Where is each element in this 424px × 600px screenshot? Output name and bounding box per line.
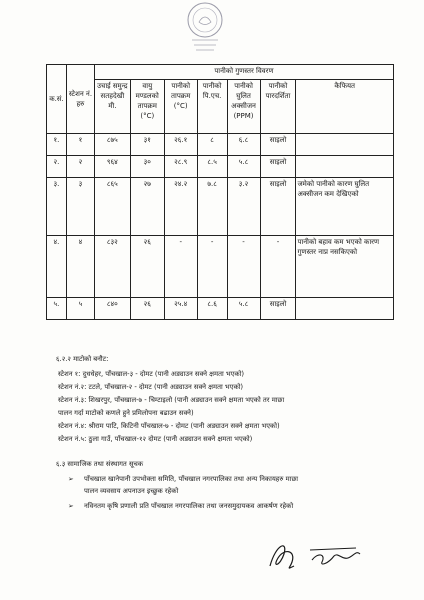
cell-station: २ <box>66 156 94 178</box>
cell-ph: ८ <box>197 134 227 156</box>
cell-remarks: पानीको बहाव कम भएको कारण गुणस्तर नाप्न नसकिएको <box>296 236 394 298</box>
cell-remarks: जमेको पानीको कारण घुलित अक्सीजन कम देखिएको <box>296 178 394 236</box>
cell-altitude: ८७५ <box>94 134 130 156</box>
table-row <box>47 298 394 320</box>
cell-air-temp: ३१ <box>130 134 164 156</box>
soil-line: स्टेशन नं.२: टटले, पाँचखाल-२ - दोमट (पानी अड्याउन सक्ने क्षमता भएको) <box>58 383 244 391</box>
table-row <box>47 134 394 156</box>
cell-transparency: साइलो <box>260 298 296 320</box>
soil-line: स्टेशन नं.४: श्रीराम पाटि, किटिनी पाँचखाल-७ - दोमट (पानी अड्याउन सक्ने क्षमता भएको) <box>58 422 280 430</box>
cell-altitude: ८६५ <box>94 178 130 236</box>
cell-remarks <box>296 298 394 320</box>
cell-air-temp: ३० <box>130 156 164 178</box>
cell-air-temp: २६ <box>130 298 164 320</box>
soil-line: स्टेशन १: दुधधेहर, पाँचखाल-३ - दोमट (पानी अड्याउन सक्ने क्षमता भएको) <box>58 370 245 378</box>
bullet-arrow-icon: ➢ <box>68 502 74 510</box>
cell-station: ५ <box>66 298 94 320</box>
cell-sn: ४. <box>47 236 67 298</box>
table-group-header-row <box>47 65 394 80</box>
table-row <box>47 156 394 178</box>
col-header-station: स्टेशन नं. हरु <box>66 65 94 134</box>
cell-ph: ८.५ <box>197 156 227 178</box>
col-header-remarks: कैफियत <box>296 80 394 134</box>
cell-transparency: साइलो <box>260 156 296 178</box>
cell-do: ५.८ <box>227 298 260 320</box>
cell-altitude: ८३२ <box>94 236 130 298</box>
cell-sn: २. <box>47 156 67 178</box>
social-bullet-line: नविनतम कृषि प्रणाली प्रति पाँचखाल नगरपालिका तथा जनसमुदायकव आकर्षण रहेको <box>84 502 294 510</box>
soil-section-heading: ६.२.२ माटोको बनौट: <box>56 355 109 363</box>
table-row <box>47 178 394 236</box>
cell-air-temp: २६ <box>130 236 164 298</box>
cell-transparency: साइलो <box>260 178 296 236</box>
cell-water-temp: २८.९ <box>164 156 197 178</box>
cell-ph: ७.८ <box>197 178 227 236</box>
social-bullet-line: पालन व्यवसाय अपनाउन इच्छुक रहेको <box>84 487 179 495</box>
col-header-altitude: उचाई समुन्द्र सतहदेखी मी. <box>94 80 130 134</box>
cell-sn: ३. <box>47 178 67 236</box>
table-header-row <box>47 80 394 134</box>
table-row <box>47 236 394 298</box>
col-header-transparency: पानीको पारदर्शिता <box>260 80 296 134</box>
soil-line: पालन गर्दा माटोको कणले हुने प्रमिलोपना बढाउन सक्ने) <box>58 409 194 417</box>
cell-water-temp: - <box>164 236 197 298</box>
soil-line: स्टेशन नं.५: ठुला गाउँ, पाँचखाल-१२ दोमट (पानी अड्याउन सक्ने क्षमता भएको) <box>58 435 253 443</box>
cell-sn: ५. <box>47 298 67 320</box>
cell-station: ३ <box>66 178 94 236</box>
cell-sn: १. <box>47 134 67 156</box>
col-header-air-temp: वायु मण्डलको तापक्रम (°C) <box>130 80 164 134</box>
cell-do: ५.८ <box>227 156 260 178</box>
cell-altitude: ९६४ <box>94 156 130 178</box>
social-section-heading: ६.३ सामाजिक तथा संस्थागत सूचक <box>56 460 144 468</box>
cell-altitude: ८४० <box>94 298 130 320</box>
soil-line: स्टेशन नं.३: शिखरपुर, पाँचखाल-७ - चिम्टाइलो (पानी अड्याउन सक्ने क्षमता भएको तर माछा <box>58 396 285 404</box>
social-bullet-line: पाँचखाल खानेपानी उपभोक्ता समिति, पाँचखाल नगरपालिका तथा अन्य निकायहरु माछा <box>84 475 298 483</box>
cell-do: ३.२ <box>227 178 260 236</box>
bullet-arrow-icon: ➢ <box>68 475 74 483</box>
cell-station: १ <box>66 134 94 156</box>
group-header: पानीको गुणस्तर विवरण <box>94 65 393 80</box>
official-seal-image <box>170 0 240 56</box>
cell-do: ६.८ <box>227 134 260 156</box>
handwritten-signature-image <box>262 536 372 576</box>
cell-ph: - <box>197 236 227 298</box>
cell-water-temp: २५.४ <box>164 298 197 320</box>
cell-do: - <box>227 236 260 298</box>
col-header-water-temp: पानीको तापक्रम (°C) <box>164 80 197 134</box>
cell-station: ४ <box>66 236 94 298</box>
cell-water-temp: २६.१ <box>164 134 197 156</box>
cell-transparency: साइलो <box>260 134 296 156</box>
col-header-do: पानीको घुलित अक्सीजन (PPM) <box>227 80 260 134</box>
cell-transparency: - <box>260 236 296 298</box>
col-header-ph: पानीको पि.एच. <box>197 80 227 134</box>
cell-air-temp: २७ <box>130 178 164 236</box>
cell-remarks <box>296 156 394 178</box>
water-quality-table <box>46 64 394 320</box>
col-header-sn: क.सं. <box>47 65 67 134</box>
cell-water-temp: २४.२ <box>164 178 197 236</box>
cell-ph: ८.६ <box>197 298 227 320</box>
cell-remarks <box>296 134 394 156</box>
